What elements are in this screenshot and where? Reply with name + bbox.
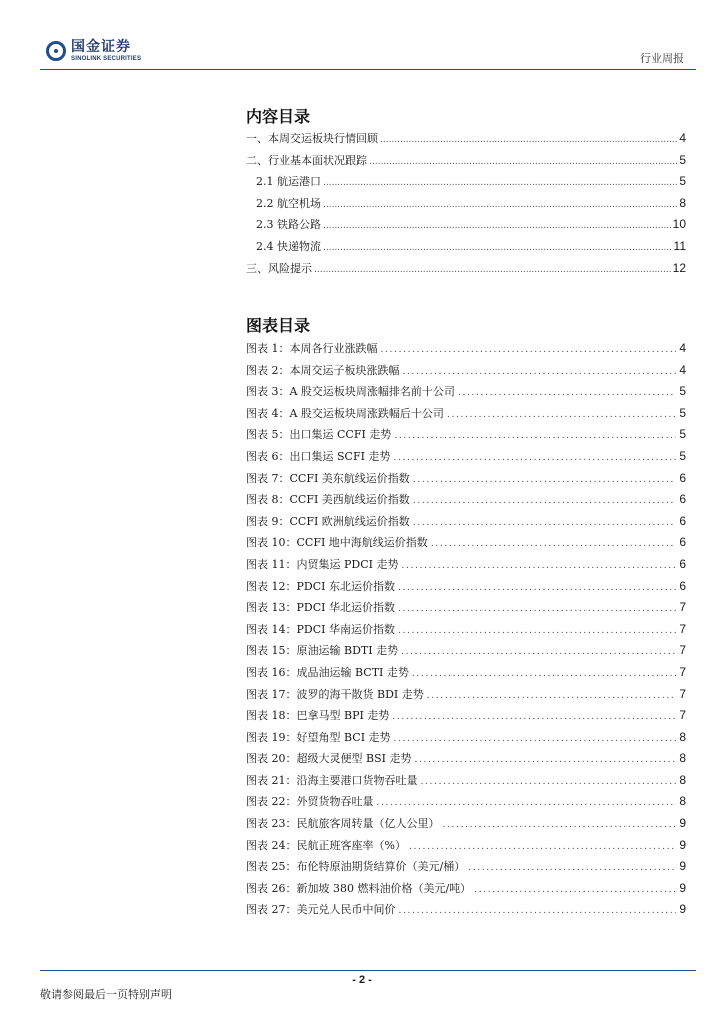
leader-dots: [323, 175, 677, 188]
leader-dots: [398, 623, 676, 636]
figure-entry-page: 7: [679, 708, 686, 723]
toc-entry-page: 10: [672, 217, 686, 232]
figure-entry-page: 6: [679, 470, 686, 485]
figure-entry-label: 图表 1：本周各行业涨跌幅: [246, 342, 378, 355]
leader-dots: [458, 385, 676, 398]
page-header: [0, 0, 724, 72]
toc-entry[interactable]: [246, 130, 686, 152]
figure-entry[interactable]: [246, 901, 686, 923]
leader-dots: [409, 839, 676, 852]
figure-entry[interactable]: [246, 729, 686, 751]
figure-entry-page: 5: [679, 427, 686, 442]
figure-entry[interactable]: [246, 621, 686, 643]
leader-dots: [427, 688, 677, 701]
footer-divider: [40, 970, 696, 971]
leader-dots: [413, 472, 677, 485]
figure-entry[interactable]: [246, 707, 686, 729]
figure-entry-label: 图表 19：好望角型 BCI 走势: [246, 730, 391, 744]
toc-entry-page: 4: [679, 131, 686, 145]
figure-entry-label: 图表 3：A 股交运板块周涨幅排名前十公司: [246, 385, 455, 399]
figure-entry[interactable]: [246, 686, 686, 708]
leader-dots: [403, 364, 677, 377]
figure-entry-label: 图表 9：CCFI 欧洲航线运价指数: [246, 514, 410, 528]
figure-entry[interactable]: [246, 599, 686, 621]
figure-entry[interactable]: [246, 405, 686, 427]
toc-entry-page: 11: [673, 238, 686, 253]
header-divider: [40, 69, 696, 70]
logo-english-name: SINOLINK SECURITIES: [71, 56, 142, 62]
figure-entry-page: 4: [679, 341, 686, 355]
figure-entry[interactable]: [246, 815, 686, 837]
logo-icon: [46, 41, 66, 61]
figure-entry[interactable]: [246, 470, 686, 492]
figure-list: [246, 340, 686, 923]
toc-entry[interactable]: [246, 216, 686, 238]
leader-dots: [431, 536, 677, 549]
figure-entry-label: 图表 4：A 股交运板块周涨跌幅后十公司: [246, 406, 444, 420]
leader-dots: [474, 882, 676, 895]
figure-entry[interactable]: [246, 793, 686, 815]
logo-chinese-name: 国金证券: [71, 39, 131, 55]
figure-entry-page: 7: [679, 664, 686, 679]
toc-entry[interactable]: [246, 260, 686, 282]
figure-entry-label: 图表 21：沿海主要港口货物吞吐量: [246, 773, 418, 787]
figure-entry[interactable]: [246, 448, 686, 470]
figure-entry[interactable]: [246, 642, 686, 664]
toc-entry-label: 二、行业基本面状况跟踪: [246, 153, 367, 167]
figure-entry-page: 9: [679, 837, 686, 852]
leader-dots: [392, 709, 676, 722]
leader-dots: [394, 731, 677, 744]
leader-dots: [401, 644, 676, 657]
figure-entry-label: 图表 16：成品油运输 BCTI 走势: [246, 665, 409, 679]
figure-entry-label: 图表 27：美元兑人民币中间价: [246, 903, 396, 917]
toc-entry[interactable]: [246, 152, 686, 174]
figure-entry[interactable]: [246, 772, 686, 794]
figure-entry-label: 图表 18：巴拿马型 BPI 走势: [246, 709, 390, 723]
figure-entry-page: 9: [679, 816, 686, 831]
leader-dots: [399, 903, 677, 916]
toc-entry-label: 2.2 航空机场: [256, 196, 321, 210]
toc-entry[interactable]: [246, 173, 686, 195]
figure-entry-label: 图表 11：内贸集运 PDCI 走势: [246, 557, 399, 571]
toc-entry[interactable]: [246, 195, 686, 217]
leader-dots: [413, 493, 677, 506]
figure-entry-page: 9: [679, 880, 686, 895]
figure-entry[interactable]: [246, 383, 686, 405]
figure-entry-page: 6: [679, 556, 686, 571]
figure-entry[interactable]: [246, 362, 686, 384]
disclaimer-note: 敬请参阅最后一页特别声明: [40, 988, 172, 1001]
figure-entry[interactable]: [246, 556, 686, 578]
leader-dots: [414, 752, 676, 765]
figure-entry-label: 图表 26：新加坡 380 燃料油价格（美元/吨）: [246, 881, 472, 895]
figure-entry-label: 图表 13：PDCI 华北运价指数: [246, 601, 395, 615]
leader-dots: [380, 132, 677, 145]
figure-entry[interactable]: [246, 837, 686, 859]
figure-entry-page: 8: [679, 772, 686, 787]
leader-dots: [314, 262, 671, 275]
figure-entry[interactable]: [246, 858, 686, 880]
figure-entry-label: 图表 10：CCFI 地中海航线运价指数: [246, 536, 428, 550]
toc-title: 内容目录: [246, 107, 311, 126]
figure-entry[interactable]: [246, 491, 686, 513]
toc-entry-page: 5: [679, 152, 686, 167]
figure-entry[interactable]: [246, 750, 686, 772]
document-type: 行业周报: [640, 52, 684, 65]
figure-entry-page: 7: [679, 686, 686, 701]
figure-entry-page: 4: [679, 362, 686, 377]
figure-list-title: 图表目录: [246, 316, 311, 335]
figure-entry-label: 图表 14：PDCI 华南运价指数: [246, 622, 395, 636]
toc-entry-label: 2.4 快递物流: [256, 239, 321, 253]
toc-entry-page: 12: [672, 260, 686, 275]
leader-dots: [447, 407, 676, 420]
figure-entry-page: 5: [679, 405, 686, 420]
figure-entry-page: 7: [679, 600, 686, 615]
leader-dots: [413, 515, 677, 528]
leader-dots: [398, 580, 676, 593]
leader-dots: [377, 795, 677, 808]
figure-entry-page: 6: [679, 513, 686, 528]
figure-entry-page: 9: [679, 902, 686, 917]
figure-entry-label: 图表 25：布伦特原油期货结算价（美元/桶）: [246, 860, 466, 874]
figure-entry[interactable]: [246, 880, 686, 902]
figure-entry-page: 8: [679, 729, 686, 744]
figure-entry-page: 8: [679, 751, 686, 766]
toc-entry[interactable]: [246, 238, 686, 260]
company-logo: [46, 40, 141, 62]
page-number: - 2 -: [352, 974, 372, 986]
toc-entry-label: 2.1 航运港口: [256, 175, 321, 189]
toc-entry-label: 三、风险提示: [246, 261, 312, 275]
figure-entry-label: 图表 8：CCFI 美西航线运价指数: [246, 493, 410, 507]
leader-dots: [393, 450, 676, 463]
figure-entry-page: 7: [679, 643, 686, 658]
figure-entry-page: 6: [679, 492, 686, 507]
toc-entry-page: 8: [679, 195, 686, 210]
toc-entry-label: 一、本周交运板块行情回顾: [246, 132, 378, 145]
leader-dots: [401, 558, 676, 571]
figure-entry-page: 7: [679, 621, 686, 636]
toc-entry-page: 5: [679, 174, 686, 189]
figure-entry[interactable]: [246, 513, 686, 535]
leader-dots: [394, 428, 676, 441]
figure-entry[interactable]: [246, 664, 686, 686]
figure-entry-page: 5: [679, 448, 686, 463]
figure-entry-page: 6: [679, 535, 686, 550]
leader-dots: [421, 774, 677, 787]
toc-entry-label: 2.3 铁路公路: [256, 218, 321, 232]
leader-dots: [323, 197, 677, 210]
leader-dots: [443, 817, 677, 830]
leader-dots: [323, 240, 672, 253]
leader-dots: [398, 601, 676, 614]
figure-entry-label: 图表 15：原油运输 BDTI 走势: [246, 644, 399, 658]
figure-entry-label: 图表 17：波罗的海干散货 BDI 走势: [246, 687, 424, 701]
figure-entry-label: 图表 12：PDCI 东北运价指数: [246, 579, 395, 593]
leader-dots: [381, 342, 677, 355]
figure-entry-label: 图表 7：CCFI 美东航线运价指数: [246, 471, 410, 485]
figure-entry-page: 5: [679, 384, 686, 399]
figure-entry-page: 8: [679, 794, 686, 809]
figure-entry[interactable]: [246, 578, 686, 600]
figure-entry-label: 图表 23：民航旅客周转量（亿人公里）: [246, 817, 440, 831]
figure-entry[interactable]: [246, 340, 686, 362]
figure-entry-label: 图表 20：超级大灵便型 BSI 走势: [246, 752, 412, 766]
leader-dots: [468, 860, 676, 873]
figure-entry-label: 图表 2：本周交运子板块涨跌幅: [246, 363, 400, 377]
figure-entry-page: 9: [679, 859, 686, 874]
leader-dots: [323, 218, 671, 231]
leader-dots: [412, 666, 676, 679]
figure-entry-label: 图表 5：出口集运 CCFI 走势: [246, 428, 392, 442]
figure-entry-page: 6: [679, 578, 686, 593]
figure-entry-label: 图表 6：出口集运 SCFI 走势: [246, 449, 391, 463]
figure-entry[interactable]: [246, 534, 686, 556]
table-of-contents: [246, 130, 686, 281]
leader-dots: [369, 154, 677, 167]
figure-entry-label: 图表 22：外贸货物吞吐量: [246, 795, 374, 809]
figure-entry[interactable]: [246, 426, 686, 448]
figure-entry-label: 图表 24：民航正班客座率（%）: [246, 838, 406, 852]
